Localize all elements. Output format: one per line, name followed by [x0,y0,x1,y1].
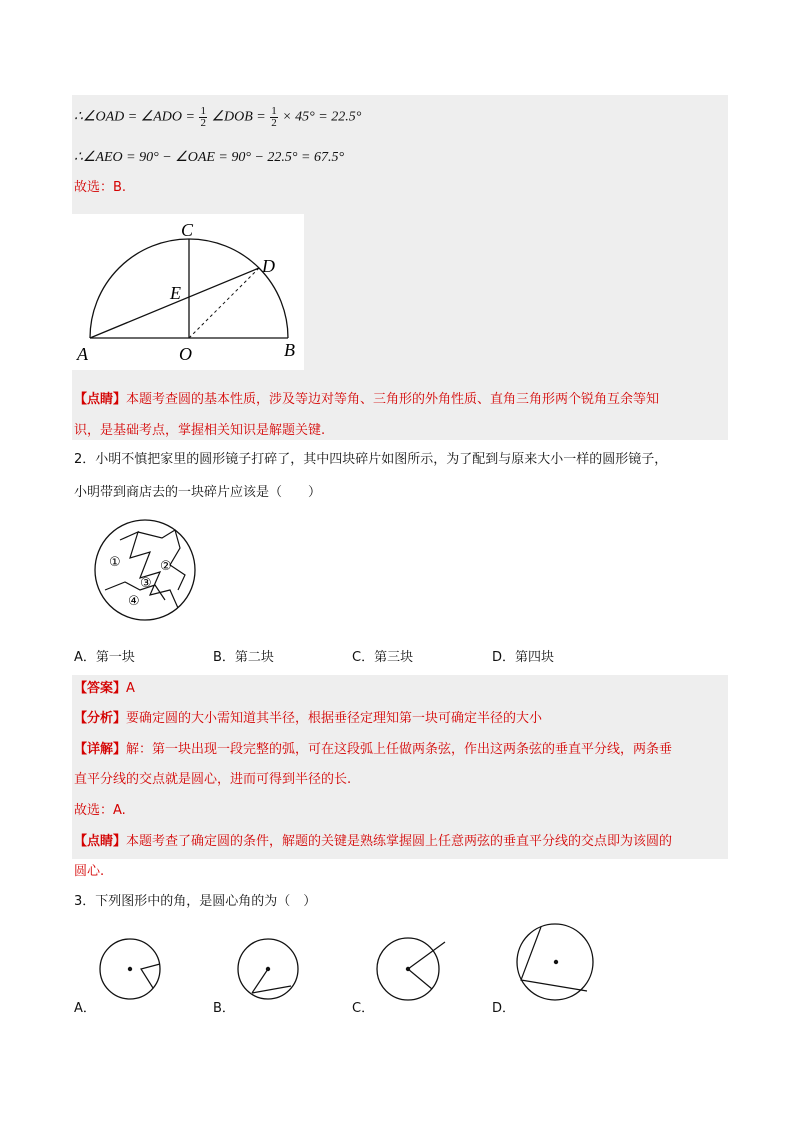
piece-1-label: ① [109,555,121,570]
center-d [554,960,558,964]
piece-2-label: ② [160,559,172,574]
comment-2-line2: 圆心. [74,864,105,879]
label-D: D [262,256,275,276]
equation-2: ∴∠AEO = 90° − ∠OAE = 90° − 22.5° = 67.5° [74,150,345,165]
comment-1-line2: 识，是基础考点，掌握相关知识是解题关键. [74,423,326,438]
q3-option-b[interactable]: B． [213,1001,235,1016]
label-A: A [77,344,88,364]
question-2-line1: 2．小明不慎把家里的圆形镜子打碎了，其中四块碎片如图所示，为了配到与原来大小一样的圆形镜子， [74,452,668,467]
question-2-line2: 小明带到商店去的一块碎片应该是（ ） [74,485,322,500]
label-C: C [181,220,194,240]
label-B: B [284,340,295,360]
q3-option-c[interactable]: C． [352,1001,375,1016]
analysis-2: 【分析】要确定圆的大小需知道其半径，根据垂径定理知第一块可确定半径的大小 [74,711,543,726]
label-E: E [170,283,181,303]
q2-option-d[interactable]: D．第四块 [492,650,555,665]
label-O: O [179,344,192,364]
q2-option-c[interactable]: C．第三块 [352,650,414,665]
fraction-half: $\frac{1}{2}$ [200,105,206,129]
fraction-half-2: $\frac{1}{2}$ [271,105,277,129]
q2-option-a[interactable]: A．第一块 [74,650,135,665]
piece-4-label: ④ [128,594,140,609]
q3-option-d[interactable]: D． [492,1001,516,1016]
equation-1-tail: × 45° = 22.5° [282,109,362,125]
choice-1: 故选：B. [74,180,127,195]
angle-a [141,964,160,988]
detail-2-line2: 直平分线的交点就是圆心，进而可得到半径的长. [74,772,352,787]
equation-1-prefix: ∴∠OAD = ∠ADO = [74,109,195,125]
detail-2-line1: 【详解】解：第一块出现一段完整的弧，可在这段弧上任做两条弦，作出这两条弦的垂直平分线，两条垂 [74,742,673,757]
answer-2: 【答案】A [74,681,135,696]
angle-d [521,927,587,991]
equation-1-mid: ∠DOB = [211,109,266,125]
q3-option-a[interactable]: A． [74,1001,96,1016]
choice-2: 故选：A. [74,803,126,818]
comment-2-line1: 【点睛】本题考查了确定圆的条件，解题的关键是熟练掌握圆上任意两弦的垂直平分线的交点即为该圆的 [74,834,673,849]
question-3-stem: 3．下列图形中的角，是圆心角的为（ ） [74,894,317,909]
comment-1-line1: 【点睛】本题考查圆的基本性质，涉及等边对等角、三角形的外角性质、直角三角形两个锐角互余等知 [74,392,660,407]
piece-3-label: ③ [140,576,152,591]
angle-b [252,969,291,993]
center-a [128,967,132,971]
q2-option-b[interactable]: B．第二块 [213,650,274,665]
